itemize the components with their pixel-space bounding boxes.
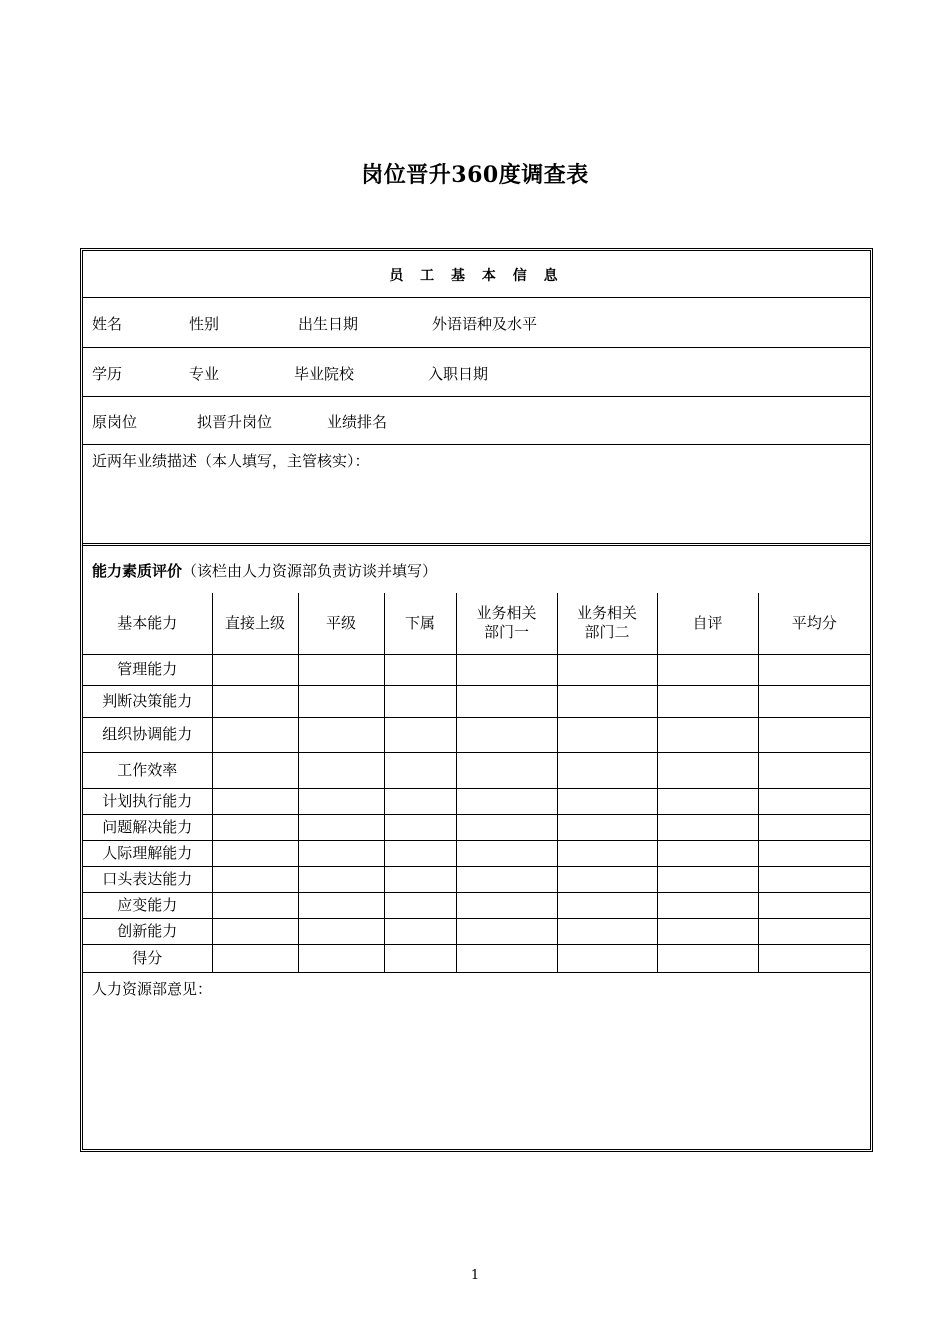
basic-info-heading: 员 工 基 本 信 息 <box>389 268 564 284</box>
row-label: 应变能力 <box>83 892 212 918</box>
column-header: 下属 <box>384 593 456 654</box>
score-cell[interactable] <box>557 752 657 788</box>
score-cell[interactable] <box>456 654 557 685</box>
score-cell[interactable] <box>456 752 557 788</box>
page-number: 1 <box>470 1268 480 1283</box>
score-cell[interactable] <box>557 866 657 892</box>
score-cell[interactable] <box>456 866 557 892</box>
score-cell[interactable] <box>557 840 657 866</box>
row-label: 管理能力 <box>83 654 212 685</box>
school-field[interactable]: 毕业院校 <box>294 365 355 383</box>
score-cell[interactable] <box>298 685 384 717</box>
score-cell[interactable] <box>298 866 384 892</box>
score-cell[interactable] <box>298 788 384 814</box>
row-label: 创新能力 <box>83 918 212 944</box>
score-cell[interactable] <box>557 717 657 752</box>
score-cell[interactable] <box>557 685 657 717</box>
score-cell[interactable] <box>456 788 557 814</box>
education-field[interactable]: 学历 <box>92 365 123 383</box>
birthdate-field[interactable]: 出生日期 <box>298 315 359 333</box>
table-row <box>83 944 870 972</box>
score-cell[interactable] <box>298 840 384 866</box>
column-header <box>456 593 557 654</box>
score-cell[interactable] <box>384 892 456 918</box>
column-header: 自评 <box>657 593 758 654</box>
row-label: 口头表达能力 <box>83 866 212 892</box>
table-row <box>83 717 870 752</box>
score-cell[interactable] <box>557 814 657 840</box>
score-cell[interactable] <box>456 892 557 918</box>
major-field[interactable]: 专业 <box>189 365 220 383</box>
score-cell[interactable] <box>758 918 870 944</box>
score-cell[interactable] <box>456 840 557 866</box>
table-row <box>83 918 870 944</box>
column-header: 直接上级 <box>212 593 298 654</box>
divider <box>83 396 870 397</box>
score-cell[interactable] <box>557 654 657 685</box>
score-cell[interactable] <box>384 866 456 892</box>
language-level-field[interactable]: 外语语种及水平 <box>432 315 538 333</box>
table-row <box>83 866 870 892</box>
evaluation-label: 能力素质评价 <box>92 562 183 580</box>
score-cell[interactable] <box>384 717 456 752</box>
score-cell[interactable] <box>758 752 870 788</box>
performance-rank-field[interactable]: 业绩排名 <box>327 413 388 431</box>
score-cell[interactable] <box>298 717 384 752</box>
original-position-field[interactable]: 原岗位 <box>92 413 138 431</box>
score-cell[interactable] <box>657 717 758 752</box>
score-cell[interactable] <box>384 918 456 944</box>
score-cell[interactable] <box>212 752 298 788</box>
score-cell[interactable] <box>557 944 657 972</box>
score-cell[interactable] <box>657 866 758 892</box>
page-title: 岗位晋升360度调查表 <box>361 162 589 188</box>
score-cell[interactable] <box>456 918 557 944</box>
row-label: 得分 <box>83 944 212 972</box>
score-cell[interactable] <box>456 944 557 972</box>
score-cell[interactable] <box>212 840 298 866</box>
score-cell[interactable] <box>212 866 298 892</box>
section-divider <box>83 543 870 546</box>
hire-date-field[interactable]: 入职日期 <box>428 365 489 383</box>
score-cell[interactable] <box>456 814 557 840</box>
row-label: 计划执行能力 <box>83 788 212 814</box>
table-row <box>83 752 870 788</box>
score-cell[interactable] <box>384 788 456 814</box>
score-cell[interactable] <box>657 814 758 840</box>
score-cell[interactable] <box>212 685 298 717</box>
score-cell[interactable] <box>384 752 456 788</box>
score-cell[interactable] <box>298 654 384 685</box>
column-header: 平均分 <box>758 593 870 654</box>
score-cell[interactable] <box>557 918 657 944</box>
score-cell[interactable] <box>212 892 298 918</box>
score-cell[interactable] <box>657 840 758 866</box>
table-row <box>83 654 870 685</box>
score-cell[interactable] <box>758 892 870 918</box>
target-position-field[interactable]: 拟晋升岗位 <box>197 413 273 431</box>
score-cell[interactable] <box>758 685 870 717</box>
row-label: 判断决策能力 <box>83 685 212 717</box>
score-cell[interactable] <box>212 717 298 752</box>
score-cell[interactable] <box>758 840 870 866</box>
evaluation-note: （该栏由人力资源部负责访谈并填写） <box>182 562 438 580</box>
score-cell[interactable] <box>298 918 384 944</box>
gender-field[interactable]: 性别 <box>189 315 220 333</box>
score-cell[interactable] <box>758 654 870 685</box>
score-cell[interactable] <box>212 944 298 972</box>
score-cell[interactable] <box>657 788 758 814</box>
score-cell[interactable] <box>758 866 870 892</box>
divider <box>83 297 870 298</box>
column-header: 平级 <box>298 593 384 654</box>
score-cell[interactable] <box>384 944 456 972</box>
column-header: 基本能力 <box>83 593 212 654</box>
score-cell[interactable] <box>298 814 384 840</box>
score-cell[interactable] <box>298 944 384 972</box>
score-cell[interactable] <box>384 685 456 717</box>
table-header-row <box>83 593 870 654</box>
divider <box>83 444 870 445</box>
performance-description-label: 近两年业绩描述（本人填写，主管核实）： <box>92 452 370 470</box>
score-cell[interactable] <box>456 717 557 752</box>
score-cell[interactable] <box>456 685 557 717</box>
evaluation-table <box>83 593 870 973</box>
score-cell[interactable] <box>298 752 384 788</box>
score-cell[interactable] <box>212 918 298 944</box>
score-cell[interactable] <box>384 654 456 685</box>
score-cell[interactable] <box>212 814 298 840</box>
survey-form <box>80 248 873 1152</box>
table-row <box>83 685 870 717</box>
score-cell[interactable] <box>758 944 870 972</box>
hr-opinion-label: 人力资源部意见： <box>92 980 213 998</box>
score-cell[interactable] <box>758 814 870 840</box>
table-row <box>83 814 870 840</box>
table-row <box>83 788 870 814</box>
score-cell[interactable] <box>557 788 657 814</box>
table-row <box>83 840 870 866</box>
column-header <box>557 593 657 654</box>
score-cell[interactable] <box>657 685 758 717</box>
evaluation-heading <box>92 562 437 580</box>
name-field[interactable]: 姓名 <box>92 315 123 333</box>
column-header-text: 业务相关部门一 <box>476 604 537 642</box>
row-label: 组织协调能力 <box>83 717 212 752</box>
score-cell[interactable] <box>384 814 456 840</box>
score-cell[interactable] <box>657 918 758 944</box>
row-label: 人际理解能力 <box>83 840 212 866</box>
divider <box>83 347 870 348</box>
score-cell[interactable] <box>657 944 758 972</box>
table-row <box>83 892 870 918</box>
score-cell[interactable] <box>212 788 298 814</box>
score-cell[interactable] <box>758 717 870 752</box>
column-header-text: 业务相关部门二 <box>576 604 637 642</box>
score-cell[interactable] <box>384 840 456 866</box>
row-label: 问题解决能力 <box>83 814 212 840</box>
score-cell[interactable] <box>298 892 384 918</box>
score-cell[interactable] <box>557 892 657 918</box>
score-cell[interactable] <box>657 654 758 685</box>
score-cell[interactable] <box>657 892 758 918</box>
row-label: 工作效率 <box>83 752 212 788</box>
score-cell[interactable] <box>758 788 870 814</box>
score-cell[interactable] <box>657 752 758 788</box>
score-cell[interactable] <box>212 654 298 685</box>
